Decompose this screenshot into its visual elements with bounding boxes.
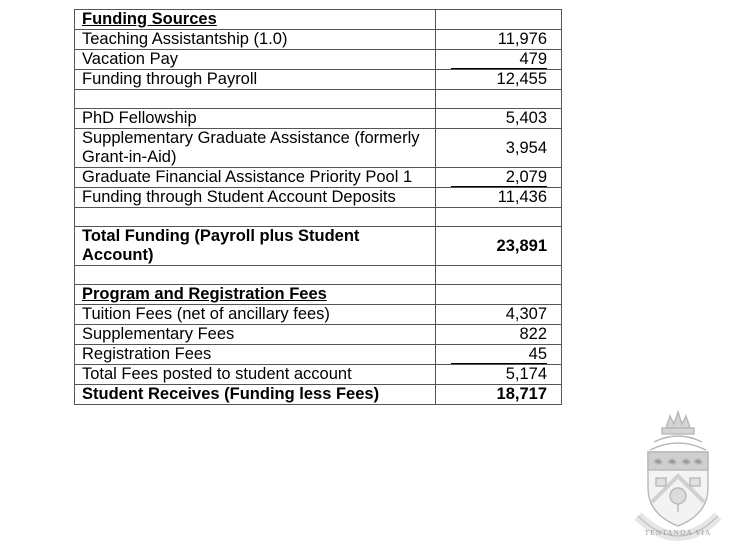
row-value-cell <box>436 365 562 385</box>
table-row <box>75 365 562 385</box>
row-label-cell <box>75 266 436 285</box>
funding-table-body <box>75 10 562 405</box>
table-spacer-row <box>75 90 562 109</box>
table-row <box>75 305 562 325</box>
crest-ribbon-text: TENTANDA VIA <box>644 528 712 537</box>
row-value-cell <box>436 305 562 325</box>
table-row <box>75 227 562 266</box>
row-value-cell <box>436 227 562 266</box>
row-value-cell <box>436 10 562 30</box>
row-label-cell <box>75 129 436 168</box>
funding-table <box>74 9 562 405</box>
row-label-cell <box>75 227 436 266</box>
row-label: Tuition Fees (net of ancillary fees) <box>82 305 330 323</box>
table-spacer-row <box>75 208 562 227</box>
row-value: 11,976 <box>497 30 547 48</box>
row-label: Teaching Assistantship (1.0) <box>82 30 288 48</box>
row-value-cell <box>436 345 562 365</box>
table-spacer-row <box>75 266 562 285</box>
row-label-cell <box>75 109 436 129</box>
row-label: Total Funding (Payroll plus Student Account) <box>82 227 360 264</box>
row-value: 5,403 <box>505 109 547 127</box>
row-value: 2,079 <box>451 168 547 187</box>
row-label: Student Receives (Funding less Fees) <box>82 385 380 403</box>
row-label: Funding through Payroll <box>82 70 258 88</box>
table-row <box>75 10 562 30</box>
row-value: 822 <box>519 325 547 343</box>
row-label: Supplementary Fees <box>82 325 235 343</box>
row-label: Supplementary Graduate Assistance (formerly Grant-in-Aid) <box>82 129 420 166</box>
table-row <box>75 109 562 129</box>
university-crest-watermark <box>632 406 724 546</box>
row-value: 5,174 <box>505 365 547 383</box>
row-label-cell <box>75 305 436 325</box>
row-value-cell <box>436 385 562 405</box>
row-label: Program and Registration Fees <box>82 285 327 303</box>
row-value: 3,954 <box>505 138 547 157</box>
row-label: Vacation Pay <box>82 50 179 68</box>
row-value: 45 <box>451 345 547 364</box>
row-label-cell <box>75 50 436 70</box>
table-row <box>75 50 562 70</box>
row-value-cell <box>436 50 562 70</box>
row-value: 12,455 <box>496 70 547 88</box>
row-value: 11,436 <box>497 188 547 206</box>
table-row <box>75 385 562 405</box>
table-row <box>75 168 562 188</box>
table-row <box>75 70 562 90</box>
row-value-cell <box>436 188 562 208</box>
row-label-cell <box>75 285 436 305</box>
row-value-cell <box>436 325 562 345</box>
table-row <box>75 188 562 208</box>
row-value-cell <box>436 129 562 168</box>
row-label-cell <box>75 345 436 365</box>
row-label: Graduate Financial Assistance Priority Pool 1 <box>82 168 413 186</box>
row-label: Funding Sources <box>82 10 217 28</box>
row-label-cell <box>75 385 436 405</box>
row-label-cell <box>75 365 436 385</box>
row-label-cell <box>75 168 436 188</box>
row-value-cell <box>436 266 562 285</box>
row-value-cell <box>436 208 562 227</box>
row-value-cell <box>436 168 562 188</box>
row-value: 479 <box>451 50 547 69</box>
row-label: PhD Fellowship <box>82 109 197 127</box>
table-row <box>75 345 562 365</box>
row-label-cell <box>75 10 436 30</box>
row-label-cell <box>75 325 436 345</box>
table-row <box>75 285 562 305</box>
row-value-cell <box>436 285 562 305</box>
table-row <box>75 30 562 50</box>
row-value-cell <box>436 70 562 90</box>
row-label-cell <box>75 30 436 50</box>
table-row <box>75 325 562 345</box>
row-label: Total Fees posted to student account <box>82 365 352 383</box>
row-value-cell <box>436 30 562 50</box>
row-value: 18,717 <box>496 385 547 403</box>
row-label-cell <box>75 90 436 109</box>
row-value: 23,891 <box>496 236 547 255</box>
row-label-cell <box>75 70 436 90</box>
row-label: Funding through Student Account Deposits <box>82 188 396 206</box>
row-label: Registration Fees <box>82 345 212 363</box>
row-value: 4,307 <box>505 305 547 323</box>
row-value-cell <box>436 109 562 129</box>
table-row <box>75 129 562 168</box>
row-value-cell <box>436 90 562 109</box>
row-label-cell <box>75 188 436 208</box>
row-label-cell <box>75 208 436 227</box>
